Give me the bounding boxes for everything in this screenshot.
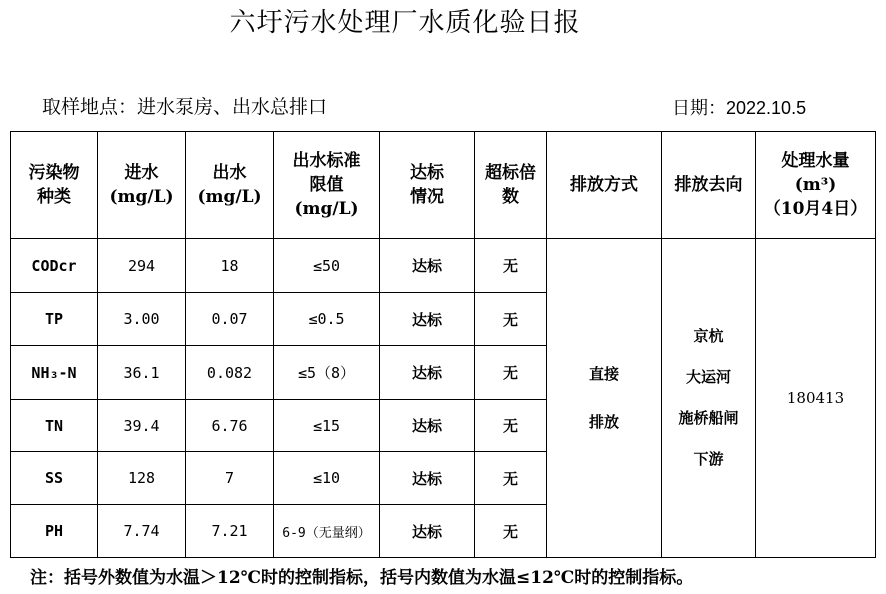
influent-value: 36.1 <box>98 346 186 400</box>
exceed-times: 无 <box>475 346 547 400</box>
water-quality-table <box>10 131 876 558</box>
exceed-times: 无 <box>475 239 547 293</box>
influent-value: 7.74 <box>98 505 186 558</box>
exceed-times: 无 <box>475 452 547 505</box>
discharge-method: 直接 排放 <box>547 239 662 558</box>
discharge-destination: 京杭 大运河 施桥船闸 下游 <box>662 239 756 558</box>
treated-volume: 180413 <box>756 239 876 558</box>
header-treated-volume: 处理水量 (m³) （10月4日） <box>756 132 876 239</box>
effluent-value: 0.07 <box>186 293 274 346</box>
pollutant-name: SS <box>11 452 98 505</box>
standard-limit: ≤5（8） <box>274 346 380 400</box>
standard-limit: ≤15 <box>274 400 380 452</box>
footnote: 注：括号外数值为水温＞12℃时的控制指标，括号内数值为水温≤12℃时的控制指标。 <box>30 568 694 588</box>
effluent-value: 18 <box>186 239 274 293</box>
header-influent: 进水 (mg/L) <box>98 132 186 239</box>
report-date: 日期：2022.10.5 <box>672 98 807 118</box>
standard-limit: ≤0.5 <box>274 293 380 346</box>
exceed-times: 无 <box>475 293 547 346</box>
effluent-value: 7 <box>186 452 274 505</box>
header-discharge-destination: 排放去向 <box>662 132 756 239</box>
header-effluent: 出水 (mg/L) <box>186 132 274 239</box>
compliance-status: 达标 <box>380 293 475 346</box>
pollutant-name: CODcr <box>11 239 98 293</box>
header-compliance: 达标 情况 <box>380 132 475 239</box>
influent-value: 294 <box>98 239 186 293</box>
effluent-value: 6.76 <box>186 400 274 452</box>
compliance-status: 达标 <box>380 346 475 400</box>
compliance-status: 达标 <box>380 239 475 293</box>
pollutant-name: NH₃-N <box>11 346 98 400</box>
standard-limit: 6-9（无量纲） <box>274 505 380 558</box>
compliance-status: 达标 <box>380 452 475 505</box>
header-standard: 出水标准 限值 (mg/L) <box>274 132 380 239</box>
pollutant-name: TP <box>11 293 98 346</box>
table-row <box>11 239 876 293</box>
exceed-times: 无 <box>475 505 547 558</box>
header-exceed-times: 超标倍 数 <box>475 132 547 239</box>
compliance-status: 达标 <box>380 400 475 452</box>
report-title: 六圩污水处理厂水质化验日报 <box>229 8 581 38</box>
influent-value: 128 <box>98 452 186 505</box>
compliance-status: 达标 <box>380 505 475 558</box>
exceed-times: 无 <box>475 400 547 452</box>
influent-value: 3.00 <box>98 293 186 346</box>
header-row <box>11 132 876 239</box>
standard-limit: ≤10 <box>274 452 380 505</box>
sampling-location: 取样地点：进水泵房、出水总排口 <box>42 96 328 118</box>
standard-limit: ≤50 <box>274 239 380 293</box>
pollutant-name: PH <box>11 505 98 558</box>
header-pollutant: 污染物 种类 <box>11 132 98 239</box>
pollutant-name: TN <box>11 400 98 452</box>
influent-value: 39.4 <box>98 400 186 452</box>
header-discharge-method: 排放方式 <box>547 132 662 239</box>
effluent-value: 0.082 <box>186 346 274 400</box>
effluent-value: 7.21 <box>186 505 274 558</box>
